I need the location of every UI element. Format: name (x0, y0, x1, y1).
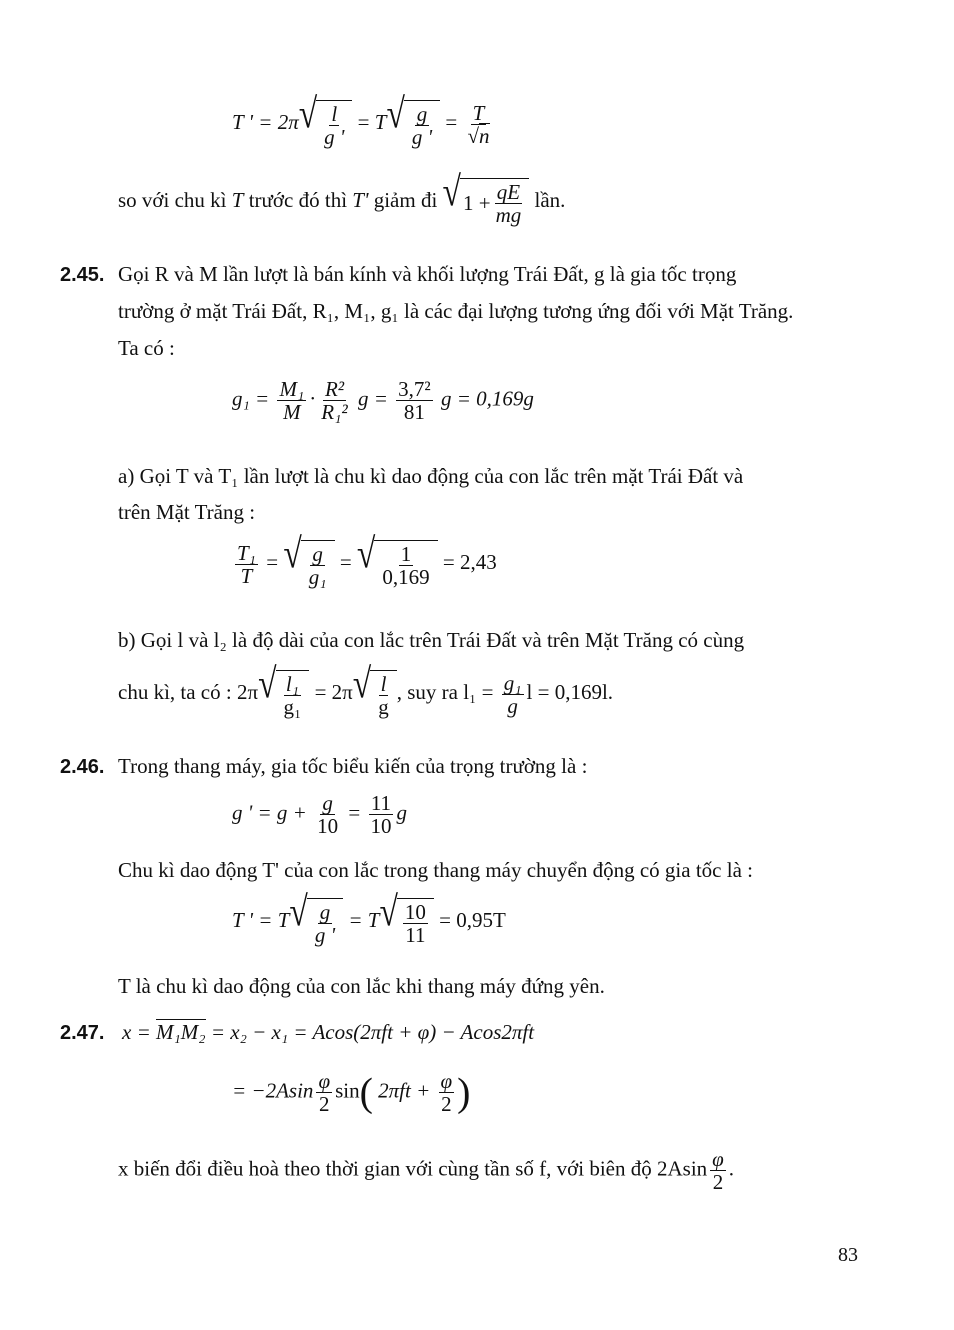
frac-den: √n (467, 123, 490, 148)
frac-num: T₁ (237, 540, 256, 565)
equation-g-prime (232, 792, 407, 837)
text: . (728, 1156, 735, 1181)
frac-den: 2 (712, 1170, 724, 1195)
frac-den: 0,169 (382, 565, 430, 590)
text: g ' = g + (232, 800, 307, 825)
eq-T: T (374, 109, 387, 134)
frac (465, 102, 491, 147)
p245-a-line1: a) Gọi T và T₁ lần lượt là chu kì dao động của con lắc trên mặt Trái Đất và (118, 464, 744, 488)
frac-num: g₁ (503, 670, 522, 695)
frac-num: M₁ (279, 377, 305, 401)
frac-num: T (472, 100, 485, 125)
eq-text: T ' = 2π (232, 109, 299, 134)
text: so với chu kì (118, 187, 232, 212)
frac-num: g (312, 542, 323, 566)
p246-line2: Chu kì dao động T' của con lắc trong thang máy chuyển động có gia tốc là : (118, 858, 753, 882)
problem-number-2-45: 2.45. (60, 264, 105, 286)
text: = 2π (314, 679, 353, 704)
frac-den: 10 (317, 814, 339, 839)
text: = (348, 800, 361, 825)
text: x biến đổi điều hoà theo thời gian với cùng tần số f, với biên độ 2Asin (118, 1156, 708, 1181)
text: g = 0,169g (440, 386, 534, 411)
text: = x₂ − x₁ = Acos(2πft + φ) − Acos2πft (210, 1020, 535, 1044)
frac-num: g (319, 900, 331, 924)
p245-line3: Ta có : (118, 336, 175, 360)
equation-T1-over-T: $\frac{\text{T₁}}{T}$ = √ $\frac{g}{\text{g₁}}$ = √ $\frac{1}{0,169}$ = 2,43 (237, 531, 497, 590)
frac-den: mg (495, 203, 522, 228)
text: giảm đi (368, 187, 438, 212)
frac-den: g ' (314, 923, 336, 948)
text: 1 + (462, 191, 491, 216)
p246-line3: T là chu kì dao động của con lắc khi thang máy đứng yên. (118, 974, 605, 998)
eq-sign: = (445, 109, 458, 134)
p245-a-line2: trên Mặt Trăng : (118, 500, 256, 524)
text: g = (357, 386, 388, 411)
text: = (339, 549, 352, 574)
frac-den: g ' (324, 125, 345, 150)
text: lần. (534, 187, 566, 212)
frac-num: R² (324, 377, 345, 401)
text: = 2,43 (442, 549, 497, 574)
frac-den: 10 (370, 814, 392, 839)
text: T' (352, 187, 369, 212)
paren: ) (457, 1069, 471, 1115)
overline-vector: M₁M₂ (156, 1020, 206, 1044)
text: = 0,95T (439, 907, 506, 932)
frac-den: 2 (319, 1092, 330, 1117)
equation-g1: g₁ = $\frac{\text{M₁}}{M}$ · $\frac{\text{R²}}{\text{R₁²}}$ g = $\frac{\text{3,7²}}{81}$ g = 0,169g (232, 377, 534, 425)
text: x = (122, 1020, 151, 1044)
paren: ( (359, 1069, 373, 1115)
text: chu kì, ta có : 2π (118, 679, 259, 704)
frac-den: M (283, 400, 301, 425)
p245-line1: Gọi R và M lần lượt là bán kính và khối lượng Trái Đất, g là gia tốc trọng (118, 262, 737, 286)
frac-num: l (380, 672, 387, 696)
p245-b-line1: b) Gọi l và l₂ là độ dài của con lắc trên Trái Đất và trên Mặt Trăng có cùng (118, 628, 745, 652)
text-line-so-voi (118, 169, 566, 228)
text: = T (348, 907, 380, 932)
frac-num: l (331, 102, 338, 126)
frac-num: 1 (400, 542, 412, 566)
text: g (396, 800, 407, 825)
frac-num: 3,7² (398, 377, 431, 401)
frac-num: φ (440, 1069, 453, 1093)
sqrt: √ $\frac{g}{g '}$ (386, 100, 440, 148)
page-number: 83 (838, 1244, 858, 1266)
frac-num: g (322, 791, 333, 815)
text: trước đó thì (243, 187, 353, 212)
frac-den: g₁ (283, 695, 302, 720)
text: g₁ = (232, 386, 270, 411)
frac-num: φ (318, 1069, 331, 1093)
frac-num: φ (712, 1147, 724, 1171)
p246-line1: Trong thang máy, gia tốc biểu kiến của trọng trường là : (118, 754, 588, 778)
equation-T-prime-2: T ' = T √ $\frac{g}{g '}$ = T √ $\frac{10}{11}$ = 0,95T (232, 889, 506, 948)
p245-line2: trường ở mặt Trái Đất, R₁, M₁, g₁ là các đại lượng tương ứng đối với Mặt Trăng. (118, 299, 794, 323)
text: T ' = T (232, 907, 290, 932)
text: sin (335, 1078, 360, 1103)
frac-den: g (378, 695, 389, 720)
eq-sign: = (357, 109, 370, 134)
frac-den: 81 (403, 400, 425, 425)
sqrt: √ $\frac{l}{g '}$ (299, 100, 353, 148)
frac-den: g ' (411, 125, 433, 150)
equation-x (122, 1020, 534, 1045)
text: , suy ra l₁ = (396, 679, 494, 704)
equation-b: chu kì, ta có : 2π √ $\frac{\text{l₁}}{\text{g₁}}$ = 2π √ $\frac{l}{g}$ , suy ra l₁ = $\frac{\text{g₁}}{g}$ l = 0,169l. (118, 661, 614, 720)
frac-num: g (416, 102, 428, 126)
frac-den: 11 (405, 923, 426, 948)
problem-number-2-46: 2.46. (60, 756, 105, 778)
frac-den: g₁ (308, 565, 327, 590)
frac-den: 2 (441, 1092, 452, 1117)
problem-number-2-47: 2.47. (60, 1022, 105, 1044)
frac-den: T (240, 563, 253, 588)
equation-T-prime (232, 91, 495, 150)
p247-line1 (118, 1148, 734, 1193)
frac-den: g (507, 693, 518, 718)
text: T (231, 187, 244, 212)
equation-x-2 (232, 1070, 470, 1115)
text: l = 0,169l. (526, 679, 614, 704)
sqrt: √ 1 + $\frac{qE}{mg}$ (443, 178, 530, 226)
frac-num: 10 (404, 900, 426, 924)
frac-num: qE (496, 180, 521, 204)
frac-num: 11 (370, 791, 392, 815)
frac-den: R₁² (321, 400, 348, 425)
frac-num: l₁ (285, 672, 299, 696)
text: = −2Asin (232, 1078, 314, 1103)
text: = (266, 549, 279, 574)
text: 2πft + (378, 1078, 431, 1103)
